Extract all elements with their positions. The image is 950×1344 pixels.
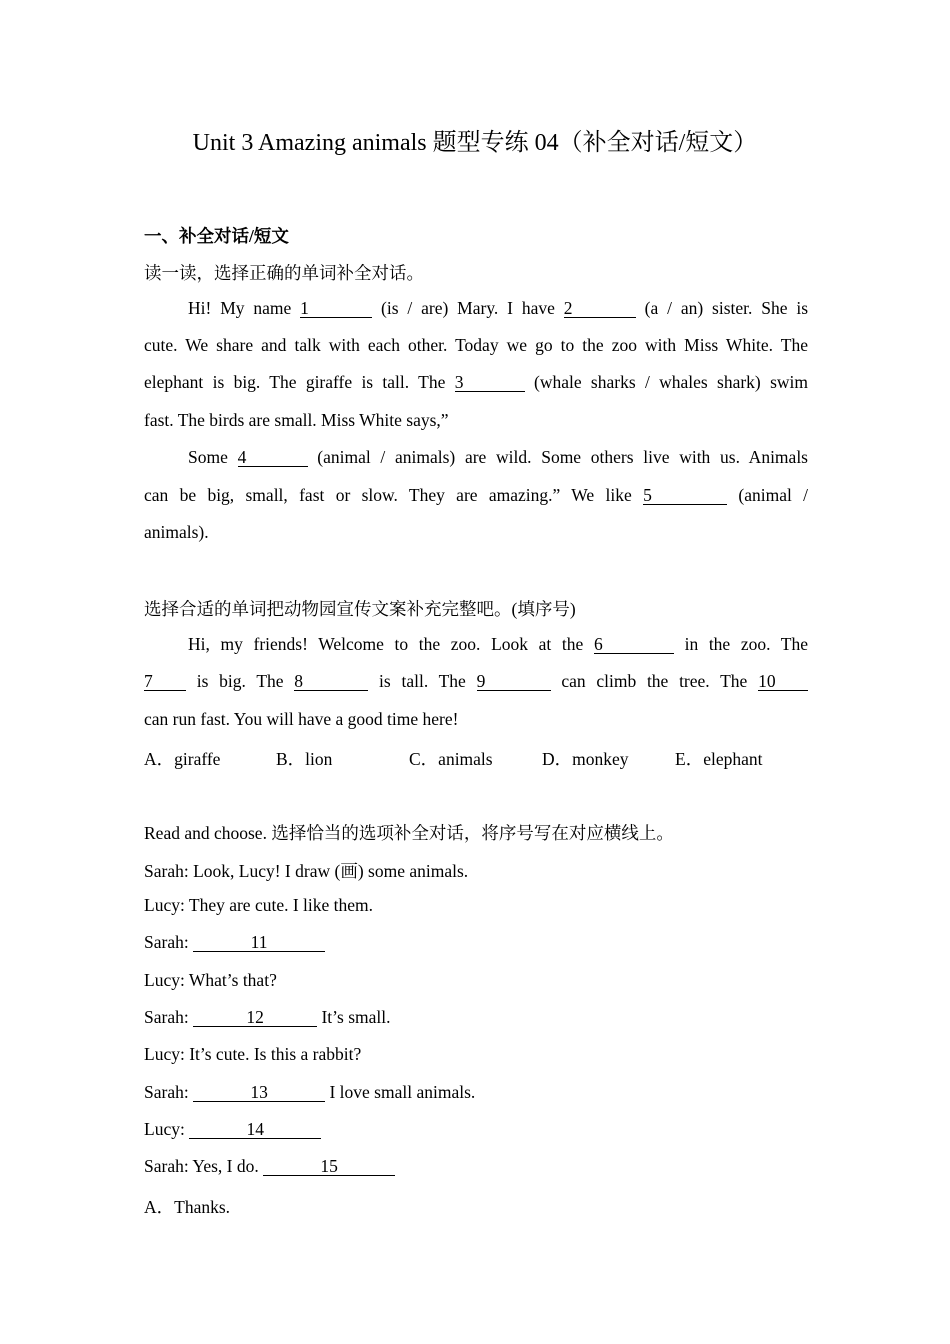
dialog-line: Lucy: It’s cute. Is this a rabbit? bbox=[144, 1044, 362, 1064]
part1-line-1 bbox=[144, 298, 808, 319]
blank-9[interactable]: 9 bbox=[477, 672, 551, 691]
blank-5[interactable]: 5 bbox=[643, 486, 727, 505]
part2-line-3: can run fast. You will have a good time here! bbox=[144, 709, 459, 729]
blank-7[interactable]: 7 bbox=[144, 672, 186, 691]
speaker: Sarah: bbox=[144, 1007, 189, 1027]
part1-line-2: cute. We share and talk with each other. Today we go to the zoo with Miss White. The bbox=[144, 335, 808, 355]
text: It’s small. bbox=[321, 1007, 391, 1027]
blank-12[interactable]: 12 bbox=[193, 1008, 317, 1027]
blank-10[interactable]: 10 bbox=[758, 672, 808, 691]
text: Some bbox=[188, 447, 228, 467]
part1-line-5 bbox=[144, 447, 808, 468]
part3-instruction: Read and choose. 选择恰当的选项补全对话，将序号写在对应横线上。 bbox=[144, 823, 674, 843]
dialog-line bbox=[144, 1156, 808, 1177]
text: in the zoo. The bbox=[684, 634, 809, 654]
part1-line-7: animals). bbox=[144, 522, 209, 542]
blank-8[interactable]: 8 bbox=[294, 672, 368, 691]
dialog-line: Lucy: They are cute. I like them. bbox=[144, 895, 374, 915]
text: can be big, small, fast or slow. They are amazing.” We like bbox=[144, 485, 632, 505]
part1-line-3 bbox=[144, 372, 808, 393]
text: Hi! My name bbox=[188, 298, 292, 318]
blank-14[interactable]: 14 bbox=[189, 1120, 321, 1139]
speaker: Sarah: bbox=[144, 932, 189, 952]
section-heading: 一、补全对话/短文 bbox=[144, 226, 289, 246]
option-b: B．lion bbox=[276, 749, 333, 769]
blank-1[interactable]: 1 bbox=[300, 299, 372, 318]
part1-instruction: 读一读，选择正确的单词补全对话。 bbox=[144, 263, 424, 283]
dialog-line: Sarah: Look, Lucy! I draw (画) some animals. bbox=[144, 861, 469, 881]
speaker: Sarah: Yes, I do. bbox=[144, 1156, 259, 1176]
text: (is / are) Mary. I have bbox=[381, 298, 555, 318]
blank-4[interactable]: 4 bbox=[238, 448, 308, 467]
blank-6[interactable]: 6 bbox=[594, 635, 674, 654]
dialog-line bbox=[144, 932, 808, 953]
part1-line-6 bbox=[144, 485, 808, 506]
dialog-line bbox=[144, 1119, 808, 1140]
text: (whale sharks / whales shark) swim bbox=[534, 372, 808, 392]
text: I love small animals. bbox=[329, 1082, 476, 1102]
page-title: Unit 3 Amazing animals 题型专练 04（补全对话/短文） bbox=[192, 130, 758, 156]
dialog-line bbox=[144, 1007, 808, 1028]
blank-11[interactable]: 11 bbox=[193, 933, 325, 952]
blank-15[interactable]: 15 bbox=[263, 1157, 395, 1176]
blank-3[interactable]: 3 bbox=[455, 373, 525, 392]
part2-options bbox=[144, 746, 808, 771]
part2-instruction: 选择合适的单词把动物园宣传文案补充完整吧。(填序号) bbox=[144, 599, 576, 619]
option-c: C．animals bbox=[409, 749, 493, 769]
text: Hi, my friends! Welcome to the zoo. Look at the bbox=[188, 634, 584, 654]
part1-line-4: fast. The birds are small. Miss White says,” bbox=[144, 410, 449, 430]
speaker: Lucy: bbox=[144, 1119, 185, 1139]
dialog-line bbox=[144, 1082, 808, 1103]
blank-13[interactable]: 13 bbox=[193, 1083, 325, 1102]
part2-line-2 bbox=[144, 671, 808, 692]
dialog-line: Lucy: What’s that? bbox=[144, 970, 277, 990]
option-a: A．Thanks. bbox=[144, 1197, 231, 1217]
blank-2[interactable]: 2 bbox=[564, 299, 636, 318]
text: (a / an) sister. She is bbox=[644, 298, 809, 318]
option-a: A．giraffe bbox=[144, 749, 221, 769]
text: can climb the tree. The bbox=[561, 671, 748, 691]
text: is big. The bbox=[196, 671, 284, 691]
text: is tall. The bbox=[379, 671, 466, 691]
text: (animal / bbox=[738, 485, 809, 505]
speaker: Sarah: bbox=[144, 1082, 189, 1102]
part2-line-1 bbox=[144, 634, 808, 655]
text: elephant is big. The giraffe is tall. The bbox=[144, 372, 446, 392]
option-e: E．elephant bbox=[675, 749, 763, 769]
text: (animal / animals) are wild. Some others live with us. Animals bbox=[317, 447, 808, 467]
option-d: D．monkey bbox=[542, 749, 629, 769]
